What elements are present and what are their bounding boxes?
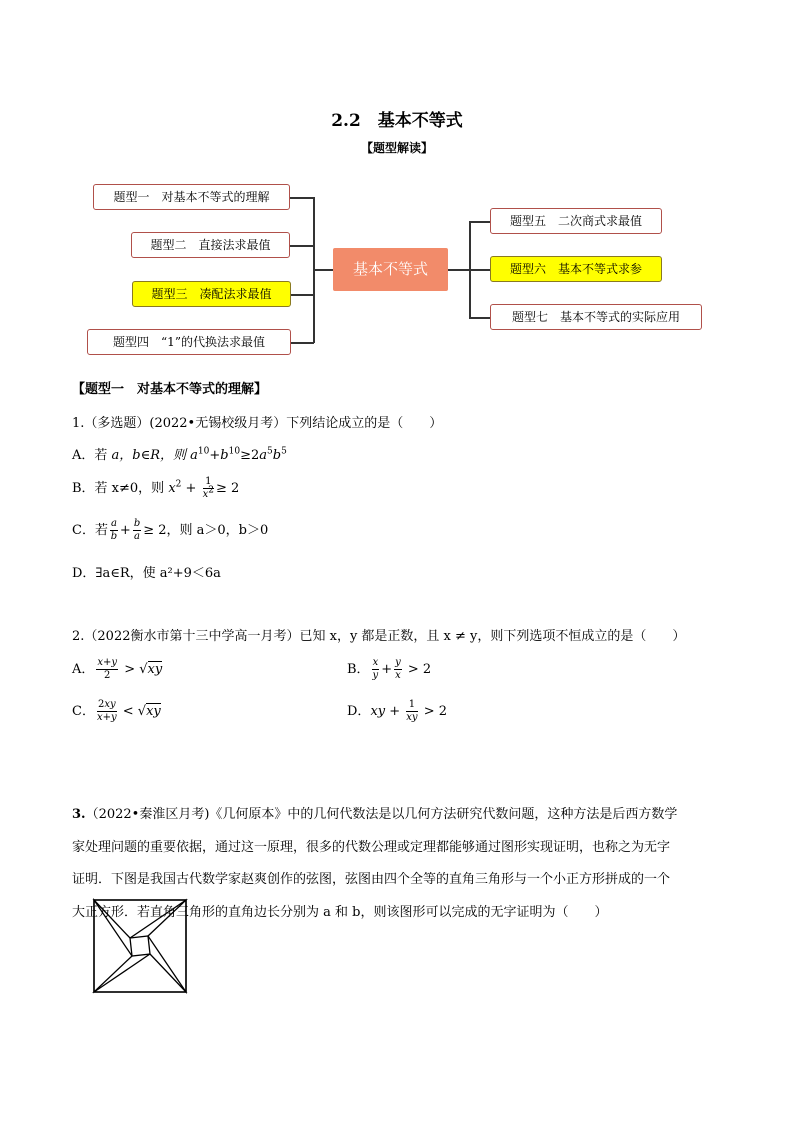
q1-option-a: A．若 a，b∈R，则 $a^{10}+b^{10}\ge 2a^5b^5$ — [72, 446, 287, 463]
q3-line-1: 3.（2022•秦淮区月考)《几何原本》中的几何代数法是以几何方法研究代数问题，这种方法是后西方数学 — [72, 807, 678, 822]
section-heading: 【题型一 对基本不等式的理解】 — [72, 382, 268, 397]
q1-option-c: C．若 $\frac{a}{b}$ + $\frac{b}{a}$ ≥ 2，则 a＞0，b＞0 — [72, 518, 269, 542]
q2-option-c: C． $\frac{2xy}{x+y}$ < √xy — [72, 699, 161, 723]
mindmap-left-item-2: 题型二 直接法求最值 — [131, 232, 290, 258]
mindmap-right-item-7: 题型七 基本不等式的实际应用 — [490, 304, 702, 330]
mindmap-right-item-6: 题型六 基本不等式求参 — [490, 256, 662, 282]
mindmap-left-item-1: 题型一 对基本不等式的理解 — [93, 184, 290, 210]
q2-option-d: D．xy + $\frac{1}{xy}$ > 2 — [347, 699, 448, 723]
q2-stem: 2.（2022衡水市第十三中学高一月考）已知 x，y 都是正数，且 x ≠ y，则下列选项不恒成立的是（ ） — [72, 629, 686, 644]
q1-option-b: B．若 x≠0，则 $x^2$ + $\frac{1}{x^2}$ ≥ 2 — [72, 476, 240, 500]
mindmap-left-item-3: 题型三 凑配法求最值 — [132, 281, 291, 307]
section-subtitle: 【题型解读】 — [360, 141, 433, 155]
mindmap-center: 基本不等式 — [333, 248, 448, 291]
q3-line-3: 证明．下图是我国古代数学家赵爽创作的弦图，弦图由四个全等的直角三角形与一个小正方形拼成的一个 — [72, 872, 671, 887]
mindmap-left-item-4: 题型四 “1”的代换法求最值 — [87, 329, 291, 355]
q3-line-2: 家处理问题的重要依据，通过这一原理，很多的代数公理或定理都能够通过图形实现证明，也称之为无字 — [72, 840, 671, 855]
zhao-shuang-string-figure — [92, 898, 188, 994]
q2-option-a: A． $\frac{x+y}{2}$ > √xy — [72, 657, 163, 681]
q1-option-d: D．∃a∈R，使 a²+9＜6a — [72, 566, 221, 581]
q1-stem: 1.（多选题）(2022•无锡校级月考）下列结论成立的是（ ） — [72, 416, 443, 431]
page-title: 2.2 基本不等式 — [331, 111, 463, 131]
q3-line-4: 大正方形．若直角三角形的直角边长分别为 a 和 b，则该图形可以完成的无字证明为（ ） — [72, 905, 608, 920]
q2-option-b: B． $\frac{x}{y}$ + $\frac{y}{x}$ > 2 — [347, 657, 432, 681]
mindmap-right-item-5: 题型五 二次商式求最值 — [490, 208, 662, 234]
